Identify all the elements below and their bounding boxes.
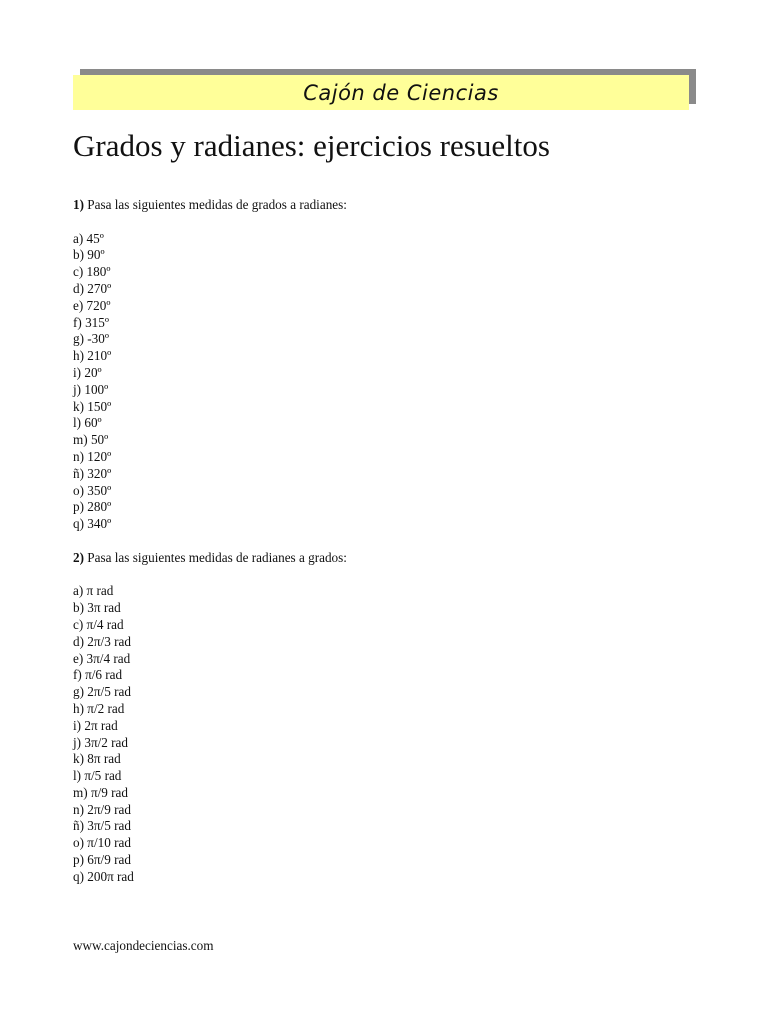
list-item: p) 280º (73, 499, 112, 515)
list-item: k) 8π rad (73, 751, 121, 767)
question-1-prompt: Pasa las siguientes medidas de grados a radianes: (87, 197, 347, 212)
question-1-items (73, 231, 693, 533)
list-item: l) π/5 rad (73, 768, 122, 784)
list-item: q) 340º (73, 516, 112, 532)
question-2 (73, 550, 693, 567)
list-item: h) 210º (73, 348, 112, 364)
list-item: e) 3π/4 rad (73, 650, 131, 666)
question-2-number: 2) (73, 549, 84, 565)
list-item: o) π/10 rad (73, 835, 131, 851)
question-2-prompt: Pasa las siguientes medidas de radianes a grados: (87, 549, 347, 565)
list-item: c) π/4 rad (73, 616, 124, 632)
spacer (73, 533, 693, 550)
list-item: k) 150º (73, 398, 112, 414)
list-item: b) 90º (73, 247, 105, 263)
question-2-items (73, 583, 693, 885)
header-banner (73, 75, 689, 110)
list-item: ñ) 320º (73, 465, 112, 481)
list-item: i) 20º (73, 364, 102, 380)
list-item: o) 350º (73, 482, 112, 498)
list-item: q) 200π rad (73, 868, 134, 884)
list-item: n) 120º (73, 448, 112, 464)
spacer (73, 214, 693, 231)
spacer (73, 567, 693, 584)
list-item: e) 720º (73, 297, 111, 313)
list-item: ñ) 3π/5 rad (73, 818, 131, 834)
list-item: c) 180º (73, 264, 111, 280)
list-item: a) 45º (73, 230, 104, 246)
list-item: f) π/6 rad (73, 667, 123, 683)
list-item: g) 2π/5 rad (73, 684, 131, 700)
list-item: l) 60º (73, 415, 102, 431)
list-item: n) 2π/9 rad (73, 801, 131, 817)
list-item: h) π/2 rad (73, 700, 125, 716)
footer-url[interactable]: www.cajondeciencias.com (73, 938, 214, 953)
list-item: i) 2π rad (73, 717, 118, 733)
list-item: p) 6π/9 rad (73, 852, 131, 868)
document-body (73, 197, 693, 886)
question-1-number: 1) (73, 197, 84, 212)
list-item: a) π rad (73, 583, 114, 599)
list-item: b) 3π rad (73, 600, 121, 616)
list-item: d) 2π/3 rad (73, 633, 131, 649)
question-1 (73, 197, 693, 214)
list-item: j) 3π/2 rad (73, 734, 128, 750)
list-item: m) 50º (73, 432, 109, 448)
list-item: f) 315º (73, 314, 109, 330)
banner-title: Cajón de Ciencias (303, 80, 499, 105)
list-item: j) 100º (73, 381, 109, 397)
list-item: m) π/9 rad (73, 784, 128, 800)
list-item: g) -30º (73, 331, 109, 347)
list-item: d) 270º (73, 280, 112, 296)
page-title: Grados y radianes: ejercicios resueltos (73, 128, 550, 163)
